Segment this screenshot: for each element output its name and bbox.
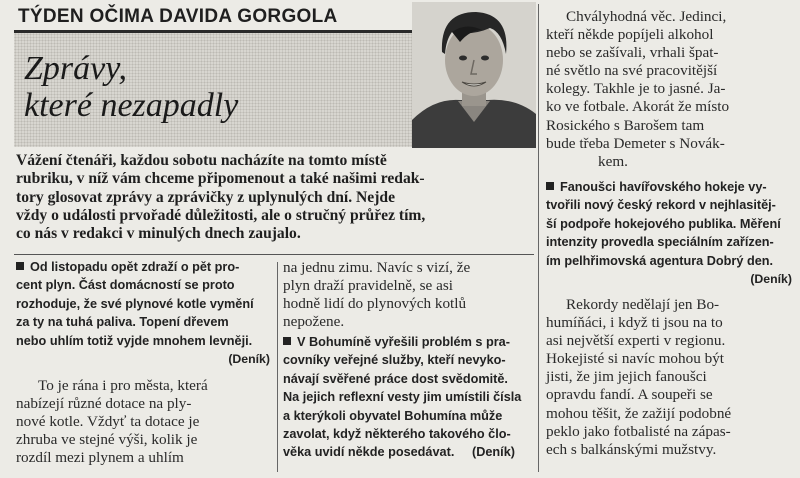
column-divider: [277, 262, 278, 472]
comment-gas-cont: na jednu zimu. Navíc s vizí, že plyn draží pravidelně, se asi hodně lidí do plynových kotlů nepožene.: [283, 259, 471, 331]
lead-line: tory glosovat zprávy a zprávičky z uplynulých dní. Nejde: [16, 188, 396, 206]
section-rule: [14, 254, 534, 255]
brief-source: (Deník): [750, 272, 792, 287]
bullet-icon: [16, 262, 24, 270]
bullet-icon: [546, 182, 554, 190]
title-line-1: Zprávy,: [24, 50, 127, 87]
column-divider: [538, 4, 539, 472]
brief-source: (Deník): [228, 352, 270, 367]
news-brief-hockey: Fanoušci havířovského hokeje vy- tvořili nový český rekord v nejhlasitěj- ší podpoře hokejového publika. Měření intenzity provedla speciálním zařízen- ím pelhřimovská agentura Dobrý den. (Deník): [546, 178, 792, 288]
page-title: [24, 50, 324, 124]
bullet-icon: [283, 337, 291, 345]
comment-gas: To je rána i pro města, která nabízejí různé dotace na ply- nové kotle. Vždyť ta dotace je zhruba ve stejné výši, kolik je rozdíl mezi plynem a uhlím: [16, 377, 208, 467]
lead-line: Vážení čtenáři, každou sobotu nacházíte na tomto místě: [16, 152, 387, 169]
column-kicker: TÝDEN OČIMA DAVIDA GORGOLA: [18, 6, 338, 27]
lead-paragraph: [16, 152, 534, 243]
news-brief-gas: Od listopadu opět zdraží o pět pro- cent plyn. Část domácností se proto rozhoduje, že své plynové kotle vymění za ty na tuhá paliva. Topení dřevem nebo uhlím totiž vyjde mnohem levněji. (Deník): [16, 258, 270, 368]
title-line-2: které nezapadly: [24, 87, 239, 124]
news-brief-bohumin: V Bohumíně vyřešili problém s pra- covníky veřejné služby, kteří nevyko- návají svěřené práce dost svědomitě. Na jejich reflexní vesty jim umístili čísla a kterýkoli obyvatel Bohumína může zavolat, když některého takového člo- věka uvidí někde posedávat. (Deník): [283, 335, 522, 460]
comment-bohumin: Chvályhodná věc. Jedinci, kteří někde popíjeli alkohol nebo se zašívali, vrhali špat- né světlo na své pracovitější kolegy. Takhle je to jasné. Ja- ko ve fotbale. Akorát že místo Rosického s Barošem tam bude třeba Demeter s Novák- kem.: [546, 8, 730, 170]
author-photo: [412, 2, 536, 148]
lead-line: rubriku, v níž vám chceme připomenout a také našimi redak-: [16, 170, 425, 188]
brief-source: (Deník): [471, 445, 515, 460]
lead-line: co nás v redakci v minulých dnech zaujalo.: [16, 225, 301, 243]
lead-line: vždy o události prvořadé důležitosti, ale o stručný průřez tím,: [16, 206, 426, 224]
comment-hockey: Rekordy nedělají jen Bo- humíňáci, i když ti jsou na to asi největší experti v regionu. Hokejisté si navíc mohou být jisti, že jim jejich fanoušci opravdu fandí. A soupeři se mohou těšit, že zažijí podobné peklo jako fotbalisté na zápas- ech s balkánskými mužstvy.: [546, 296, 732, 458]
